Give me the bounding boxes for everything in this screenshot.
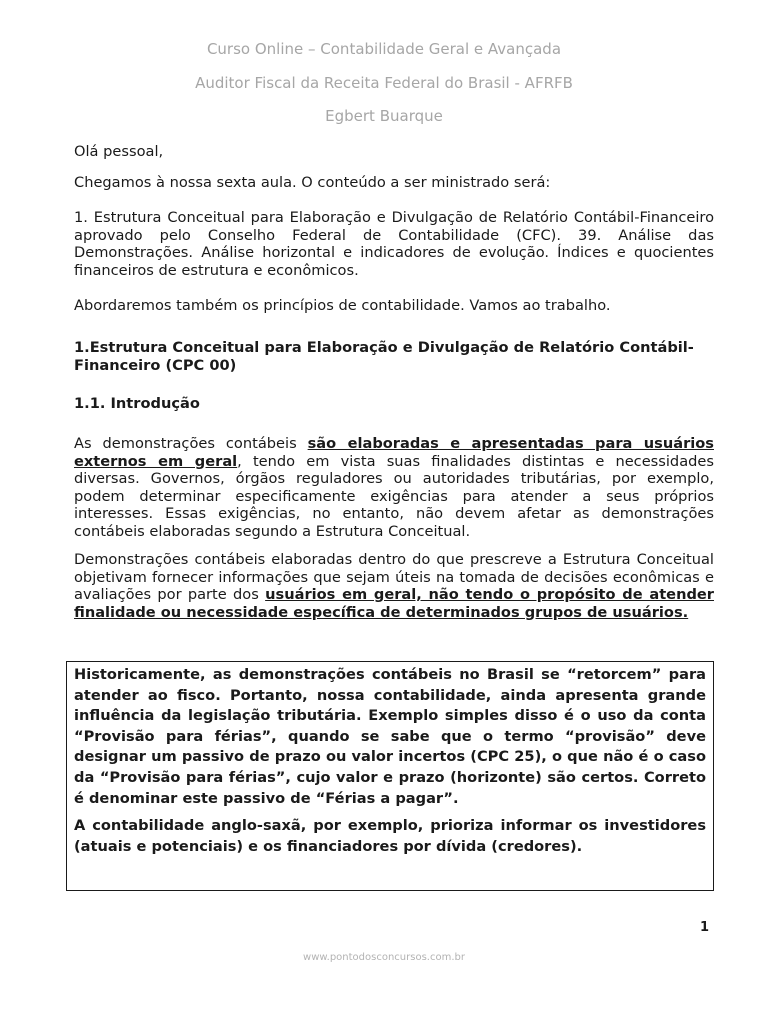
para1-text-end: , tendo em vista suas finalidades distintas e necessidades diversas. Governos, órgãos reguladores ou autoridades tributárias, por exemplo, podem determinar especificamente exigências para atender a seus próprios interesses. Essas exigências, no entanto, não devem afetar as demonstrações contábeis elaboradas segundo a Estrutura Conceitual. <box>74 452 714 540</box>
header-exam-title: Auditor Fiscal da Receita Federal do Brasil - AFRFB <box>195 74 573 92</box>
para1-emphasis: são elaboradas e apresentadas para usuários externos em geral <box>74 435 714 470</box>
section-title: 1.Estrutura Conceitual para Elaboração e Divulgação de Relatório Contábil-Financeiro (CPC 00) <box>74 339 694 374</box>
footer-url: www.pontodosconcursos.com.br <box>303 952 465 963</box>
topics-paragraph: 1. Estrutura Conceitual para Elaboração e Divulgação de Relatório Contábil-Financeiro aprovado pelo Conselho Federal de Contabilidade (CFC). 39. Análise das Demonstrações. Análise horizontal e indicadores de evolução. Índices e quocientes financeiros de estrutura e econômicos. <box>74 209 714 279</box>
header-course-title: Curso Online – Contabilidade Geral e Avançada <box>206 40 562 58</box>
header-author: Egbert Buarque <box>325 107 443 125</box>
para2-text-start: Demonstrações contábeis elaboradas dentro do que prescreve a Estrutura Conceitual objetivam fornecer informações que sejam úteis na tomada de decisões econômicas e avaliações por parte dos <box>74 551 714 603</box>
intro-paragraph-2 <box>74 551 714 621</box>
principles-paragraph: Abordaremos também os princípios de contabilidade. Vamos ao trabalho. <box>74 297 611 314</box>
page-number: 1 <box>700 920 710 935</box>
greeting: Olá pessoal, <box>74 143 164 160</box>
para1-text-start: As demonstrações contábeis <box>74 435 308 452</box>
subsection-title: 1.1. Introdução <box>74 395 200 412</box>
para2-emphasis: usuários em geral, não tendo o propósito de atender finalidade ou necessidade específica de determinados grupos de usuários. <box>74 586 714 621</box>
intro-paragraph-1 <box>74 435 714 540</box>
box-paragraph-1: Historicamente, as demonstrações contábeis no Brasil se “retorcem” para atender ao fisco. Portanto, nossa contabilidade, ainda apresenta grande influência da legislação tributária. Exemplo simples disso é o uso da conta “Provisão para férias”, quando se sabe que o termo “provisão” deve designar um passivo de prazo ou valor incertos (CPC 25), o que não é o caso da “Provisão para férias”, cujo valor e prazo (horizonte) são certos. Correto é denominar este passivo de “Férias a pagar”. <box>74 666 706 807</box>
highlight-box <box>66 661 714 891</box>
intro-paragraph: Chegamos à nossa sexta aula. O conteúdo a ser ministrado será: <box>74 174 551 191</box>
box-paragraph-2: A contabilidade anglo-saxã, por exemplo, prioriza informar os investidores (atuais e potenciais) e os financiadores por dívida (credores). <box>74 817 706 855</box>
